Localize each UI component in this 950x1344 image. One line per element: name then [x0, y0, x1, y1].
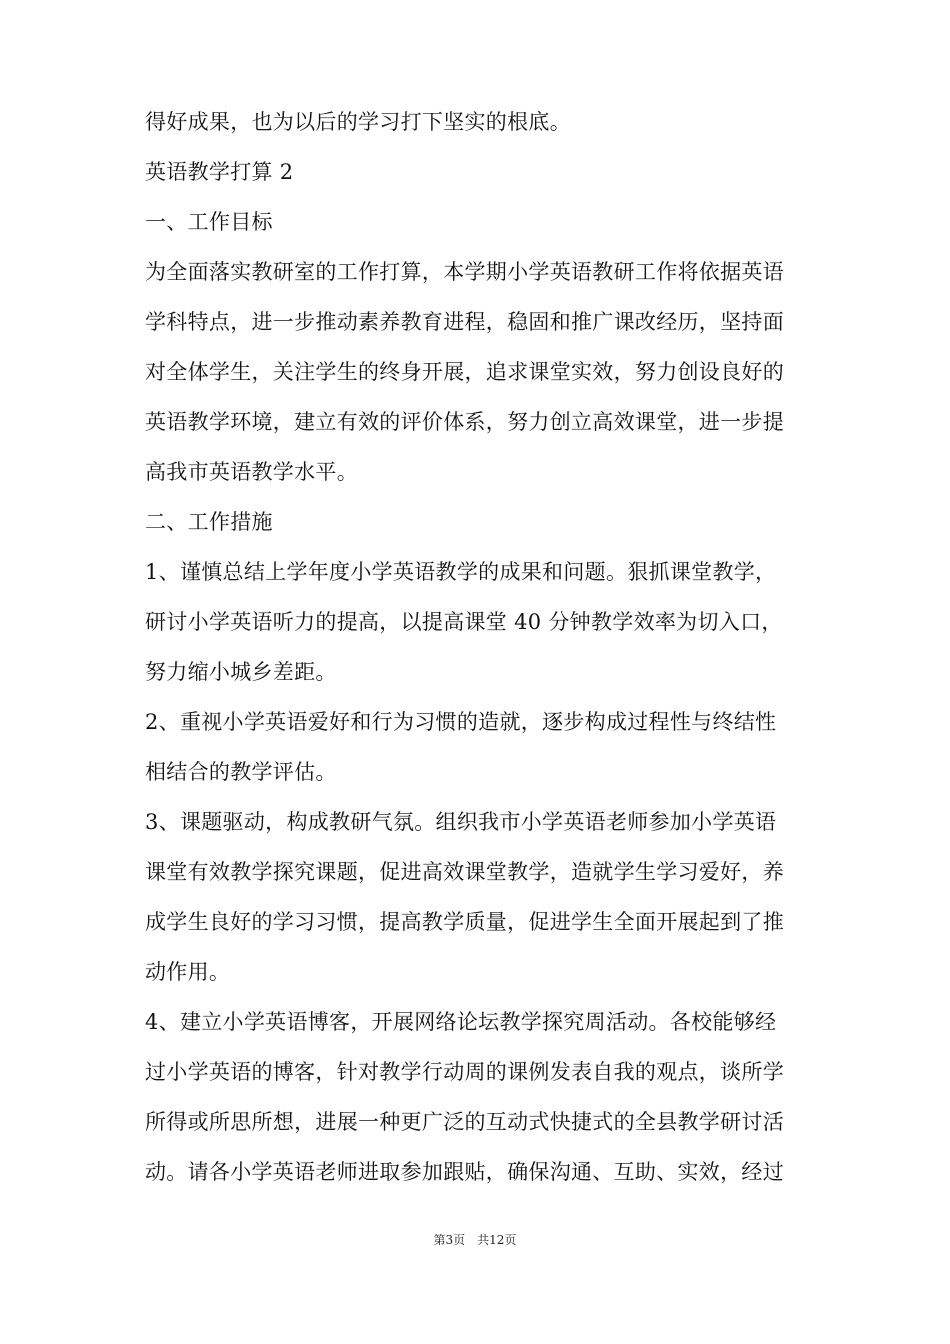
page-number: 第3页 — [433, 1233, 466, 1247]
page-total: 共12页 — [477, 1233, 517, 1247]
body-line: 1、谨慎总结上学年度小学英语教学的成果和问题。狠抓课堂教学， — [145, 560, 777, 584]
body-line: 为全面落实教研室的工作打算，本学期小学英语教研工作将依据英语 — [145, 260, 784, 284]
body-line: 4、建立小学英语博客，开展网络论坛教学探究周活动。各校能够经 — [145, 1010, 777, 1034]
body-line: 3、课题驱动，构成教研气氛。组织我市小学英语老师参加小学英语 — [145, 810, 777, 834]
body-line: 得好成果，也为以后的学习打下坚实的根底。 — [145, 110, 571, 134]
body-line: 成学生良好的学习习惯，提高教学质量，促进学生全面开展起到了推 — [145, 910, 784, 934]
body-line: 动。请各小学英语老师进取参加跟贴，确保沟通、互助、实效，经过 — [145, 1160, 784, 1184]
body-line: 2、重视小学英语爱好和行为习惯的造就，逐步构成过程性与终结性 — [145, 710, 777, 734]
body-line: 学科特点，进一步推动素养教育进程，稳固和推广课改经历，坚持面 — [145, 310, 784, 334]
page-footer — [0, 1232, 950, 1248]
body-line: 对全体学生，关注学生的终身开展，追求课堂实效，努力创设良好的 — [145, 360, 784, 384]
heading-work-goals: 一、工作目标 — [145, 210, 273, 234]
body-line: 高我市英语教学水平。 — [145, 460, 358, 484]
body-line: 动作用。 — [145, 960, 231, 984]
body-line: 过小学英语的博客，针对教学行动周的课例发表自我的观点，谈所学 — [145, 1060, 784, 1084]
heading-work-measures: 二、工作措施 — [145, 510, 273, 534]
body-line: 相结合的教学评估。 — [145, 760, 337, 784]
body-line: 所得或所思所想，进展一种更广泛的互动式快捷式的全县教学研讨活 — [145, 1110, 784, 1134]
section-title: 英语教学打算 2 — [145, 160, 294, 184]
body-line: 课堂有效教学探究课题，促进高效课堂教学，造就学生学习爱好，养 — [145, 860, 784, 884]
body-line: 英语教学环境，建立有效的评价体系，努力创立高效课堂，进一步提 — [145, 410, 784, 434]
body-line: 努力缩小城乡差距。 — [145, 660, 337, 684]
body-line: 研讨小学英语听力的提高，以提高课堂 40 分钟教学效率为切入口， — [145, 610, 783, 634]
